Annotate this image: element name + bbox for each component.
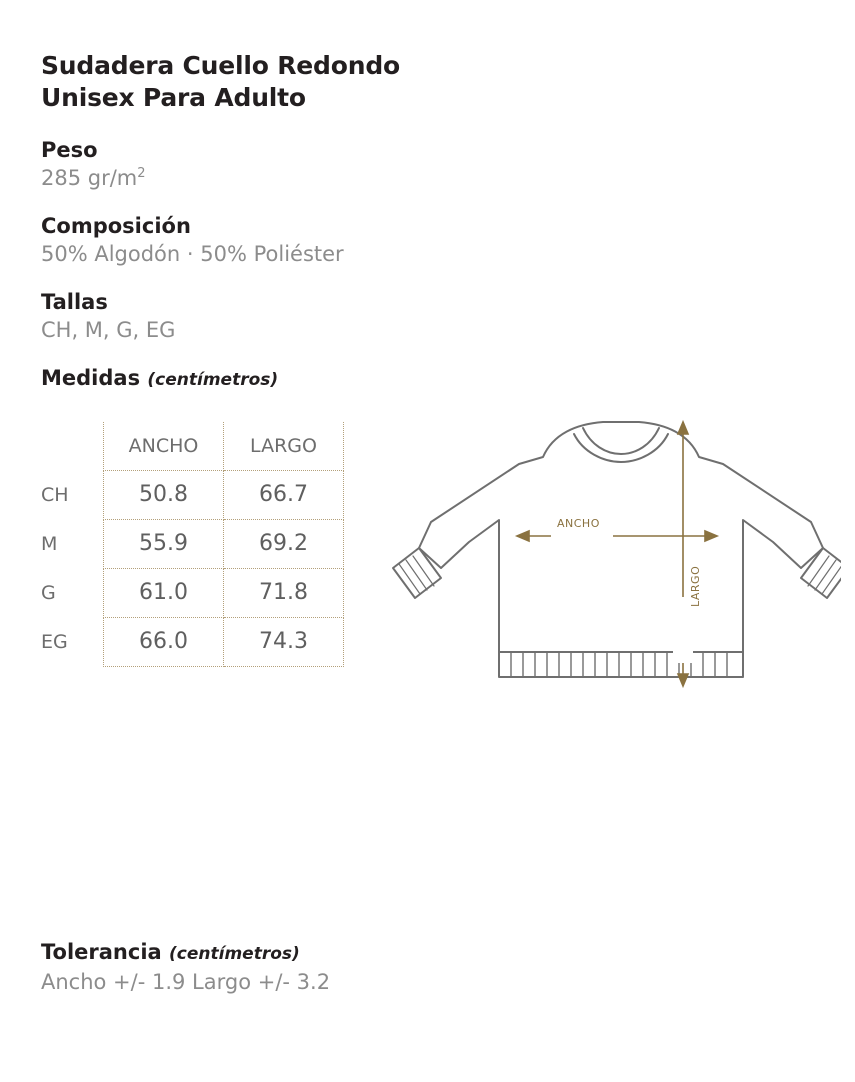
page-title-line-2: Unisex Para Adulto <box>41 83 306 112</box>
column-header-ancho: ANCHO <box>104 422 224 470</box>
measures-label-text: Medidas <box>41 366 141 390</box>
cell-ch-ancho: 50.8 <box>104 470 224 519</box>
row-label-m: M <box>41 532 58 555</box>
measures-label <box>41 366 835 390</box>
weight-label: Peso <box>41 138 98 162</box>
row-label-eg: EG <box>41 630 68 653</box>
table-row <box>41 519 344 568</box>
tolerance-label-text: Tolerancia <box>41 940 162 964</box>
size-table <box>41 422 344 667</box>
table-row <box>41 617 344 666</box>
measures-unit-note: (centímetros) <box>147 370 279 390</box>
sizes-section <box>41 290 835 342</box>
composition-section <box>41 214 835 266</box>
column-header-largo: LARGO <box>224 422 344 470</box>
weight-value-text: 285 gr/m <box>41 166 138 190</box>
weight-value <box>41 166 835 190</box>
composition-value: 50% Algodón · 50% Poliéster <box>41 242 344 266</box>
sizes-value: CH, M, G, EG <box>41 318 176 342</box>
page-title-line-1: Sudadera Cuello Redondo <box>41 51 400 80</box>
row-label-ch: CH <box>41 483 69 506</box>
table-row <box>41 568 344 617</box>
weight-value-superscript: 2 <box>137 166 146 181</box>
tolerance-section <box>41 940 330 994</box>
cell-m-ancho: 55.9 <box>104 519 224 568</box>
table-header-row <box>41 422 344 470</box>
table-corner-cell <box>41 422 104 470</box>
measures-block <box>41 412 835 722</box>
measures-section <box>41 366 835 722</box>
diagram-label-ancho: ANCHO <box>557 517 600 530</box>
sweatshirt-illustration <box>371 412 841 722</box>
cell-m-largo: 69.2 <box>224 519 344 568</box>
tolerance-label <box>41 940 330 964</box>
sizes-label: Tallas <box>41 290 108 314</box>
tolerance-value: Ancho +/- 1.9 Largo +/- 3.2 <box>41 970 331 994</box>
cell-g-largo: 71.8 <box>224 568 344 617</box>
ancho-arrow <box>517 531 717 541</box>
tolerance-unit-note: (centímetros) <box>169 944 300 964</box>
row-label-g: G <box>41 581 56 604</box>
cell-ch-largo: 66.7 <box>224 470 344 519</box>
garment-diagram <box>371 412 841 722</box>
composition-label: Composición <box>41 214 191 238</box>
weight-section <box>41 138 835 190</box>
page-title <box>41 50 835 114</box>
cell-eg-largo: 74.3 <box>224 617 344 666</box>
cell-g-ancho: 61.0 <box>104 568 224 617</box>
content-column <box>41 50 835 722</box>
table-row <box>41 470 344 519</box>
cell-eg-ancho: 66.0 <box>104 617 224 666</box>
diagram-label-largo: LARGO <box>689 565 702 607</box>
